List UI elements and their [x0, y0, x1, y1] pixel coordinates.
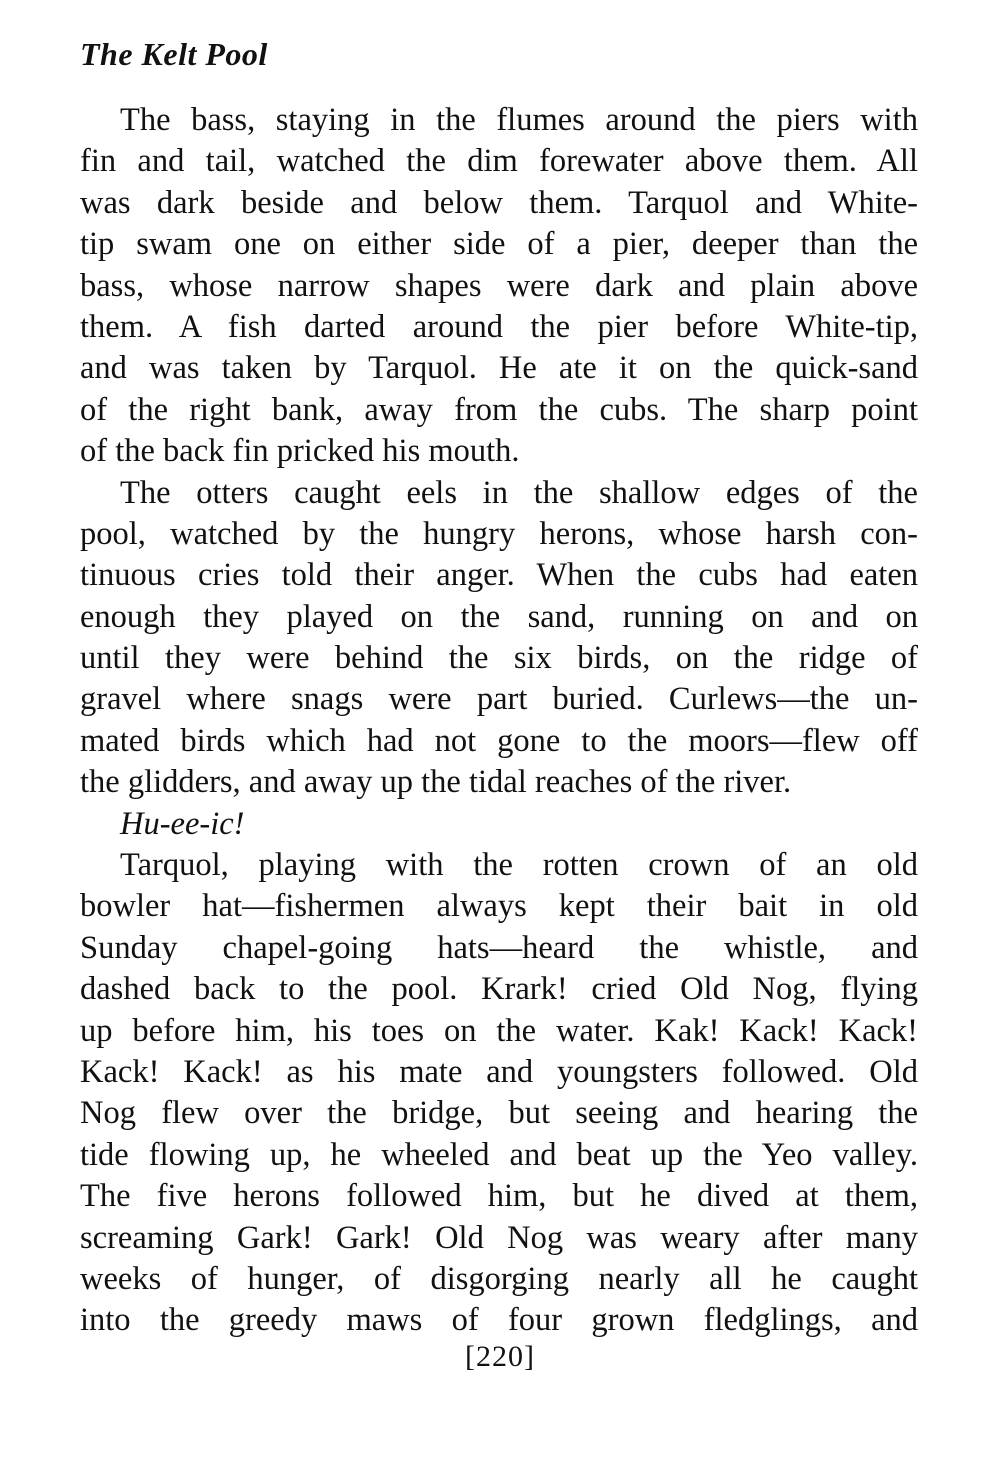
text-line: screaming Gark! Gark! Old Nog was weary after many [80, 1219, 918, 1256]
text-line: into the greedy maws of four grown fledglings, and [80, 1302, 918, 1339]
body-text [80, 100, 918, 1342]
page-number: [220] [465, 1340, 535, 1373]
text-line: mated birds which had not gone to the moors—flew off [80, 722, 918, 759]
text-line: Tarquol, playing with the rotten crown of an old [120, 847, 918, 884]
text-line: The five herons followed him, but he dived at them, [80, 1178, 918, 1215]
text-line: up before him, his toes on the water. Kak! Kack! Kack! [80, 1012, 918, 1049]
text-line: of the back fin pricked his mouth. [80, 433, 520, 470]
text-line: until they were behind the six birds, on the ridge of [80, 640, 918, 677]
text-line: Sunday chapel-going hats—heard the whistle, and [80, 929, 918, 966]
text-line: the glidders, and away up the tidal reaches of the river. [80, 764, 792, 801]
text-line: Nog flew over the bridge, but seeing and hearing the [80, 1095, 918, 1132]
text-line: weeks of hunger, of disgorging nearly all he caught [80, 1260, 918, 1297]
text-line: bowler hat—fishermen always kept their bait in old [80, 888, 918, 925]
text-line: The otters caught eels in the shallow edges of the [120, 474, 918, 511]
text-line: gravel where snags were part buried. Curlews—the un- [80, 681, 918, 718]
text-line: tide flowing up, he wheeled and beat up the Yeo valley. [80, 1136, 918, 1173]
text-line: enough they played on the sand, running on and on [80, 598, 918, 635]
text-line: tinuous cries told their anger. When the cubs had eaten [80, 557, 918, 594]
text-line: was dark beside and below them. Tarquol and White- [80, 184, 918, 221]
text-line [80, 804, 918, 845]
text-line: The bass, staying in the flumes around the piers with [120, 102, 918, 138]
text-line: tip swam one on either side of a pier, deeper than the [80, 226, 918, 263]
text-line: dashed back to the pool. Krark! cried Old Nog, flying [80, 971, 918, 1008]
text-line: Kack! Kack! as his mate and youngsters followed. Old [80, 1053, 918, 1090]
text-line: pool, watched by the hungry herons, whose harsh con- [80, 515, 918, 552]
text-line: and was taken by Tarquol. He ate it on the quick-sand [80, 350, 918, 387]
text-line: fin and tail, watched the dim forewater above them. All [80, 143, 918, 180]
italic-exclamation: Hu-ee-ic! [120, 805, 245, 842]
text-line: bass, whose narrow shapes were dark and plain above [80, 267, 918, 304]
text-line: them. A fish darted around the pier before White-tip, [80, 308, 918, 345]
running-head: The Kelt Pool [80, 36, 268, 72]
text-line: of the right bank, away from the cubs. The sharp point [80, 391, 918, 428]
